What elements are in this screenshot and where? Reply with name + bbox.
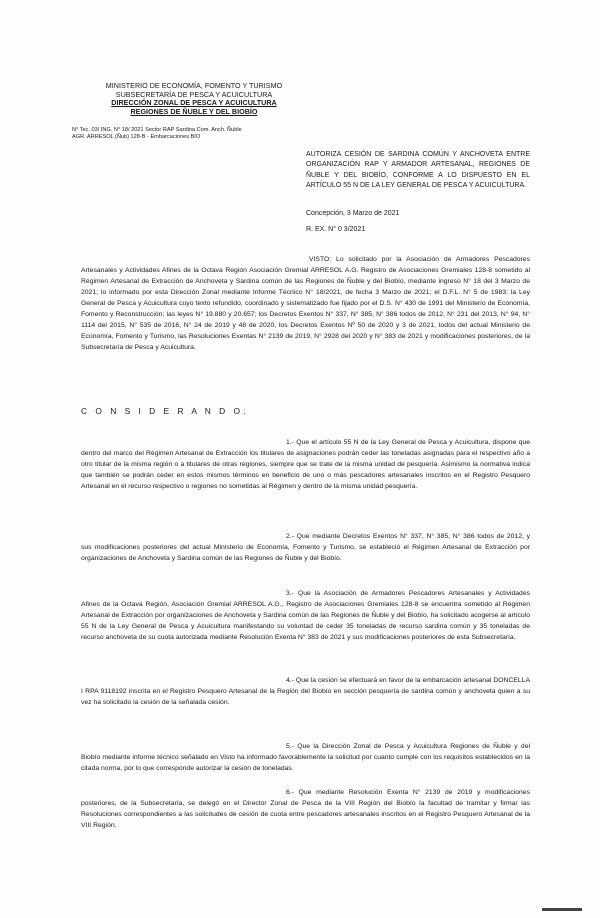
visto-section [81,254,530,353]
paragraph-lead: 5.- Que la Dirección Zonal de Pesca y Acuicultura [286,743,447,750]
visto-lead: VISTO: Lo solicitado por la Asociación de Armadores [309,256,490,263]
paragraph-body: Artesanales y Actividades Afines de la Octava Región, Asociación Gremial ARRESOL A.G., Registro de Asociaciones Gremiales 128-8 se encuentra sometido al Régimen Artesanal de Extracción por organizaciones de Anchoveta y Sardina común de las Regiones de Ñuble y del Biobío, ha solicitado acogerse al artículo 55 N de la Ley General de Pesca y Acuicultura manifestando su voluntad de ceder 35 toneladas de recurso sardina común y 35 toneladas de recurso anchoveta de su cuota autorizada mediante Resolución Exenta N° 383 de 2021 y sus modificaciones posteriores de esta Subsecretaría. [81,590,531,642]
resolution-subject: AUTORIZA CESIÓN DE SARDINA COMÚN Y ANCHOVETA ENTRE ORGANIZACIÓN RAP Y ARMADOR ARTESANAL, REGIONES DE ÑUBLE Y DEL BIOBÍO, CONFORME A LO DISPUESTO EN EL ARTÍCULO 55 N DE LA LEY GENERAL DE PESCA Y ACUICULTURA. [306,151,530,190]
date-line: Concepción, 3 Marzo de 2021 [306,210,400,217]
paragraph-body: artesanal DONCELLA I RPA 9118192 inscrita en el Registro Pesquero Artesanal de la Región del Biobío en sección pesquería de sardina común y anchoveta quien a su vez ha solicitado la cesión de la señalada cesión. [81,677,530,707]
reference-line-1: N° Tec. 03/ ING. N° 18/ 2021 Sector RAP Sardina Com. Anch. Ñuble [72,127,242,133]
considerando-paragraph-1 [81,437,530,492]
considerando-paragraph-5 [81,741,530,774]
zonal-direction-line: DIRECCIÓN ZONAL DE PESCA Y ACUICULTURA [111,98,277,108]
subsecretariat-line: SUBSECRETARÍA DE PESCA Y ACUICULTURA [115,89,273,99]
paragraph-lead: 2.- Que mediante Decretos Exentos N° 337, N° 385, N° [286,533,461,540]
scan-artifact-mark [542,908,582,911]
regions-line: REGIONES DE ÑUBLE Y DEL BIOBÍO [130,106,258,116]
letterhead [84,82,304,116]
reference-block [72,127,312,141]
paragraph-lead: 3.- Que la Asociación de Armadores Pescadores [286,590,445,597]
visto-body: Pescadores Artesanales y Actividades Afines de la Octava Región Asociación Gremial ARRESOL A.G. Registro de Asociaciones Gremiales 128-8 sometido al Régimen Artesanal de Extracción de Anchoveta y Sardina común de las Regiones de Ñuble y del Biobío, mediante ingreso N° 18 del 3 Marzo de 2021; lo informado por esta Dirección Zonal mediante Informe Técnico N° 18/2021, de fecha 3 Marzo de 2021; el D.F.L. N° 5 de 1983; la Ley General de Pesca y Acuicultura cuyo texto refundido, coordinado y sistematizado fue fijado por el D.S. N° 430 de 1991 del Ministerio de Economía, Fomento y Reconstrucción; las leyes N° 19.880 y 20.657; los Decretos Exentos N° 337, N° 385, N° 386 todos de 2012, N° 231 del 2013, N° 94, N° 1114 del 2015, N° 535 de 2016, N° 24 de 2019 y 48 de 2020, los Decretos Exentos Nº 50 de 2020 y 3 de 2021, todos del actual Ministerio de Economía, Fomento y Turismo, las Resoluciones Exentas N° 2139 de 2019, N° 2928 del 2020 y N° 383 de 2021 y modificaciones posteriores, de la Subsecretaría de Pesca y Acuicultura. [81,256,530,351]
considerando-paragraph-4 [81,675,530,708]
considerando-paragraph-3 [81,588,530,643]
paragraph-body: 386 todos de 2012, y sus modificaciones posteriores del actual Ministerio de Economía, Fomento y Turismo, se estableció el Régimen Artesanal de Extracción por organizaciones de Anchoveta y Sardina común de las Regiones de Ñuble y del Biobío. [81,533,530,563]
resolution-number: R. EX. N° 0 3/2021 [306,226,366,233]
paragraph-lead: 1.- Que el artículo 55 N de la Ley General de Pesca y [286,439,453,446]
ministry-line: MINISTERIO DE ECONOMÍA, FOMENTO Y TURISMO [105,81,283,90]
considerando-paragraph-6 [81,787,530,831]
paragraph-body: modificaciones posteriores, de la Subsecretaría, se delegó en el Director Zonal de Pesca de la VIII Región del Biobío la facultad de tramitar y firmar las Resoluciones correspondientes a las solicitudes de cesión de cuota entre pescadores artesanales inscritos en el Registro Pesquero Artesanal de la VIII Región. [81,789,530,830]
considerando-paragraph-2 [81,531,530,564]
reference-line-2: AGR. ARRESOL (Ñub) 128-B - Embarcaciones BIO [72,134,201,140]
paragraph-lead: 6.- Que mediante Resolución Exenta N° 2139 de 2019 y [286,789,481,796]
paragraph-lead: 4.- Que la cesión se efectuará en favor de la embarcación [286,677,462,684]
considerando-heading: C O N S I D E R A N D O: [81,406,249,416]
paragraph-body: Regiones de Ñuble y del Biobío mediante informe técnico señalado en Visto ha informado favorablemente la solicitud por cuanto cumple con los requisitos establecidos en la citada norma, por lo que corresponde autorizar la cesión de toneladas. [81,743,530,773]
paragraph-body: Acuicultura, dispone que dentro del marco del Régimen Artesanal de Extracción los titulares de asignaciones podrán ceder las toneladas asignadas para el respectivo año a otro titular de la misma región o a titulares de otras regiones, siempre que se trate de la misma unidad de pesquería. Asimismo la normativa indica que también se podrán ceder en estos mismos términos en beneficio de uno o más pescadores artesanales inscritos en el Registro Pesquero Artesanal en el recurso respectivo o regiones no sometidas al Régimen y dentro de la misma unidad pesquería. [81,439,531,491]
